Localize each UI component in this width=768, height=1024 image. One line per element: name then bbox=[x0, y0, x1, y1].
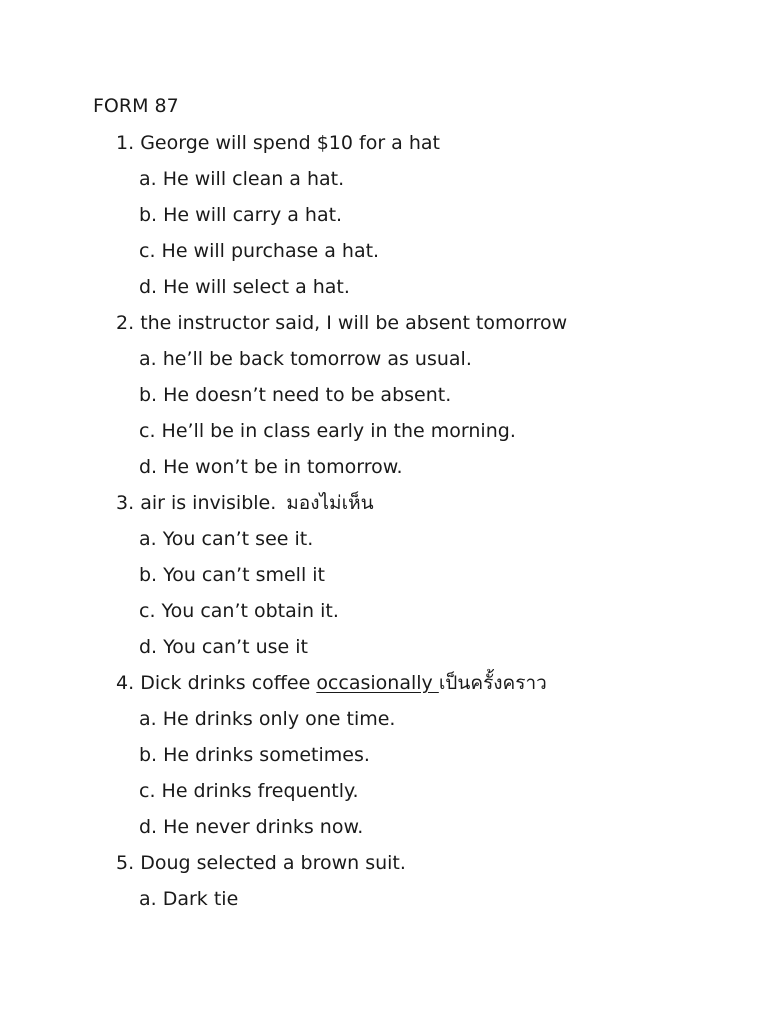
question-text: Doug selected a brown suit. bbox=[140, 852, 406, 874]
option-1c: c. He will purchase a hat. bbox=[139, 240, 380, 262]
option-5a: a. Dark tie bbox=[139, 888, 239, 910]
question-text: George will spend $10 for a hat bbox=[140, 132, 440, 154]
underlined-word: occasionally bbox=[316, 672, 439, 694]
option-2b: b. He doesn’t need to be absent. bbox=[139, 384, 452, 406]
question-4 bbox=[0, 669, 768, 705]
question-number: 1. bbox=[116, 132, 135, 154]
question-text: air is invisible. bbox=[140, 492, 277, 514]
option-2d: d. He won’t be in tomorrow. bbox=[139, 456, 403, 478]
option-3a: a. You can’t see it. bbox=[139, 528, 314, 550]
form-title: FORM 87 bbox=[93, 95, 179, 117]
option-2a: a. he’ll be back tomorrow as usual. bbox=[139, 348, 472, 370]
option-1b: b. He will carry a hat. bbox=[139, 204, 343, 226]
question-text: Dick drinks coffee bbox=[140, 672, 311, 694]
option-1d: d. He will select a hat. bbox=[139, 276, 350, 298]
option-3b: b. You can’t smell it bbox=[139, 564, 326, 586]
option-4a: a. He drinks only one time. bbox=[139, 708, 396, 730]
option-4b: b. He drinks sometimes. bbox=[139, 744, 370, 766]
question-2 bbox=[0, 309, 768, 345]
option-4d: d. He never drinks now. bbox=[139, 816, 364, 838]
question-list bbox=[0, 129, 768, 921]
question-number: 2. bbox=[116, 312, 135, 334]
question-number: 5. bbox=[116, 852, 135, 874]
question-number: 4. bbox=[116, 672, 135, 694]
option-3d: d. You can’t use it bbox=[139, 636, 308, 658]
question-number: 3. bbox=[116, 492, 135, 514]
question-3 bbox=[0, 489, 768, 525]
thai-translation: เป็นครั้งคราว bbox=[438, 672, 547, 694]
question-1 bbox=[0, 129, 768, 165]
option-3c: c. You can’t obtain it. bbox=[139, 600, 339, 622]
option-2c: c. He’ll be in class early in the morning. bbox=[139, 420, 516, 442]
question-text: the instructor said, I will be absent tomorrow bbox=[140, 312, 568, 334]
option-4c: c. He drinks frequently. bbox=[139, 780, 359, 802]
question-5 bbox=[0, 849, 768, 885]
thai-translation: มองไม่เห็น bbox=[286, 492, 374, 514]
option-1a: a. He will clean a hat. bbox=[139, 168, 345, 190]
